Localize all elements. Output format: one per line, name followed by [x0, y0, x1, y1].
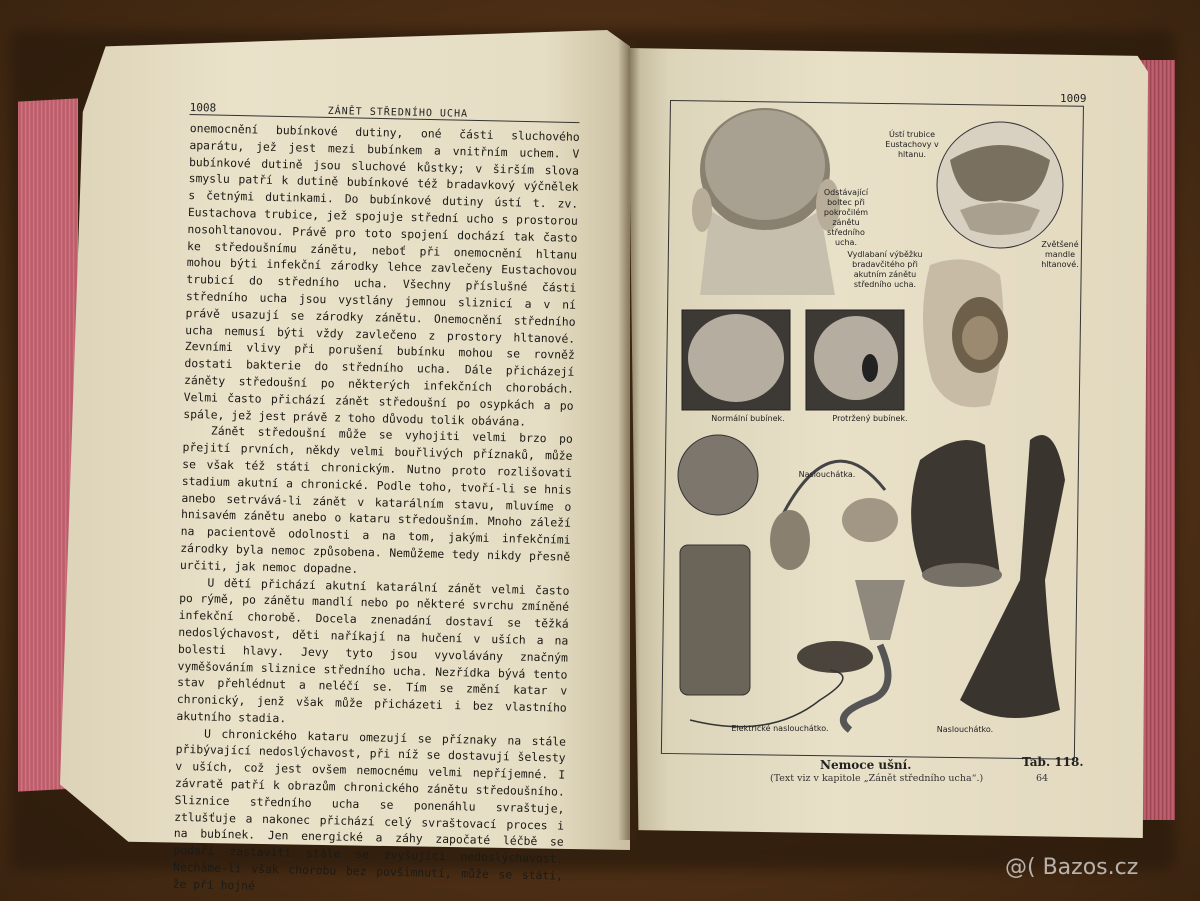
- body-text: [172, 120, 579, 901]
- table-number: Tab. 118.: [1022, 755, 1084, 769]
- horn-illustration: [911, 440, 1002, 587]
- label-hearing-aids: Naslouchátka.: [798, 470, 856, 479]
- watermark: @( Bazos.cz: [1005, 855, 1139, 880]
- signature-number: 64: [1036, 773, 1049, 784]
- book-gutter: [618, 40, 640, 840]
- paragraph: U chronického kataru omezují se příznaky na stále přibývající nedoslýchavost, při níž se dostavují šelesty v uších, což jest ovšem nemocnému velmi nepříjemné. I závratě patří k obrazům chronického zánětu středoušního. Sliznice středního ucha se ponenáhlu svraštuje, ztlušťuje a nakonec přichází celý svraštovací proces i na bubínek. Jen energické a záhy započaté léčbě se podaří zastaviti stále se zvyšující nedoslýchavost. Necháme-li však chorobu bez povšimnutí, může se státi, že při hojné: [172, 726, 567, 893]
- right-page-number: 1009: [1060, 92, 1087, 105]
- label-enlarged-tonsils: Zvětšené mandle hltanové.: [1041, 240, 1079, 269]
- paragraph: Zánět středoušní může se vyhojiti velmi brzo po přejití prvních, někdy velmi bouřlivých příznaků, může se však též státi chronickým. Nutno proto rozlišovati stadium akutní a chronické. Podle toho, tvoří-li se hnis anebo setrvává-li zánět v katarálním stavu, mluvíme o hnisavém zánětu anebo o kataru středoušním. Mnoho záleží na pacientově odolnosti a na tom, jakými infekčními zárodky byla nemoc způsobena. Nemůžeme tedy nikdy přesně určiti, jak nemoc dopadne.: [179, 423, 574, 576]
- running-title: ZÁNĚT STŘEDNÍHO UCHA: [327, 105, 469, 120]
- label-hearing-trumpet: Naslouchátko.: [936, 725, 994, 734]
- eustachian-tube-illustration: [937, 122, 1063, 248]
- label-electric-hearing-aid: Elektrické naslouchátko.: [731, 724, 829, 733]
- plate-illustrations: [670, 100, 1090, 760]
- left-page-number: 1008: [189, 100, 217, 115]
- caption-subtext: (Text viz v kapitole „Zánět středního ucha“.): [770, 773, 984, 784]
- paragraph: U dětí přichází akutní katarální zánět velmi často po rýmě, po zánětu mandlí nebo po některé svrchu zmíněné infekční chorobě. Docela znenadání dostaví se těžká nedoslýchavost, děti naříkají na hučení v uších a na bolesti hlavy. Jevy tyto jsou vyvolávány značným vyměšováním sliznice středního ucha. Nezřídka bývá tento stav přehlédnut a neléčí se. Tím se změní katar v chronický, jenž však může přicházeti i bez vlastního akutního stadia.: [176, 575, 570, 726]
- mastoid-illustration: [923, 259, 1008, 407]
- label-normal-eardrum: Normální bubínek.: [711, 414, 785, 423]
- label-perforated-eardrum: Protržený bubínek.: [832, 414, 908, 423]
- label-eustachian-tube: Ústí trubice Eustachovy v hltanu.: [885, 130, 939, 159]
- label-protruding-auricle: Odstávající boltec při pokročilém zánětu středního ucha.: [823, 188, 869, 247]
- caption-title: Nemoce ušní.: [820, 758, 912, 772]
- paragraph: onemocnění bubínkové dutiny, oné části sluchového aparátu, jež jest mezi bubínkem a vnitřním uchem. V bubínkové dutině jsou sluchové kůstky; v širším slova smyslu patří k dutině bubínkové též bradavkový výčnělek s četnými dutinkami. Do bubínkové dutiny ústí t. zv. Eustachova trubice, jež spojuje střední ucho s prostorou nosohltanovou. Právě pro toto spojení dochází tak často ke středoušnímu zánětu, neboť při onemocnění hltanu mohou býti infekční zárodky lehce zavlečeny Eustachovou trubicí do středního ucha. Všechny příslušné části středního ucha jsou vystlány jemnou sliznicí a v ní právě usazují se zárodky zánětu. Onemocnění středního ucha nemusí býti vždy zavlečeno z prostory hltanové. Zevními vlivy při porušení bubínku mohou se rovněž dostati bakterie do středního ucha. Dále přicházejí záněty středoušní po některých infekčních chorobách. Velmi často přichází zánět středoušní po osypkách a po spále, jež jest právě z toho důvodu tolik obávána.: [183, 120, 580, 429]
- label-mastoid: Vydlabaní výběžku bradavčitého při akutním zánětu středního ucha.: [847, 250, 923, 289]
